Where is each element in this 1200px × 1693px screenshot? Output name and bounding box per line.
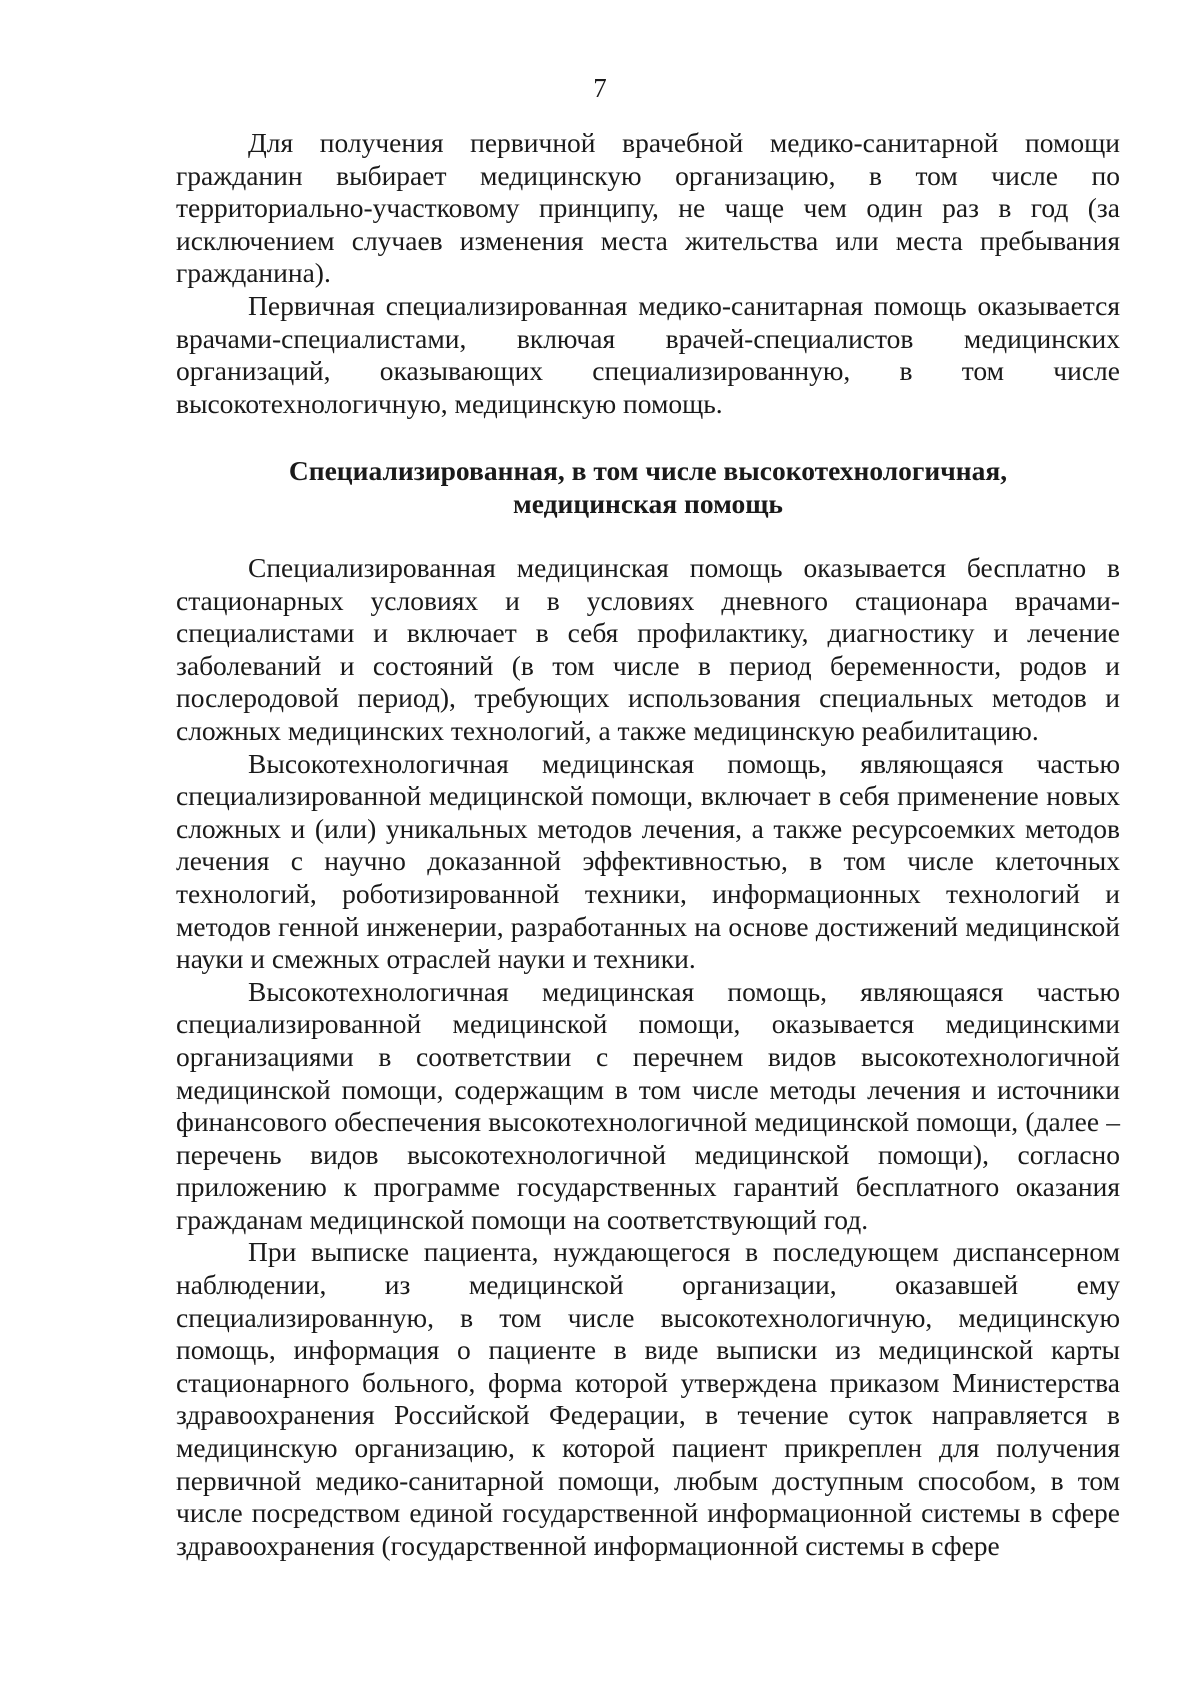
paragraph: Высокотехнологичная медицинская помощь, являющаяся частью специализированной медицинской помощи, оказывается медицинскими организациями в соответствии с перечнем видов высокотехнологичной медицинской помощи, содержащим в том числе методы лечения и источники финансового обеспечения высокотехнологичной медицинской помощи, (далее – перечень видов высокотехнологичной медицинской помощи), согласно приложению к программе государственных гарантий бесплатного оказания гражданам медицинской помощи на соответствующий год.: [176, 975, 1120, 1235]
paragraph: Первичная специализированная медико-санитарная помощь оказывается врачами-специалистами, включая врачей-специалистов медицинских организаций, оказывающих специализированную, в том числе высокотехнологичную, медицинскую помощь.: [176, 289, 1120, 419]
page-number: 7: [593, 73, 607, 103]
paragraph: Высокотехнологичная медицинская помощь, являющаяся частью специализированной медицинской помощи, включает в себя применение новых сложных и (или) уникальных методов лечения, а также ресурсоемких методов лечения с научно доказанной эффективностью, в том числе клеточных технологий, роботизированной техники, информационных технологий и методов генной инженерии, разработанных на основе достижений медицинской науки и смежных отраслей науки и техники.: [176, 747, 1120, 975]
section-heading-line: медицинская помощь: [513, 487, 783, 519]
section-heading: [176, 455, 1120, 520]
intro-text-block: [176, 127, 1120, 420]
paragraph: Для получения первичной врачебной медико-санитарной помощи гражданин выбирает медицинскую организацию, в том числе по территориально-участковому принципу, не чаще чем один раз в год (за исключением случаев изменения места жительства или места пребывания гражданина).: [176, 127, 1120, 289]
section-heading-line: Специализированная, в том числе высокотехнологичная,: [288, 455, 1008, 486]
paragraph: При выписке пациента, нуждающегося в последующем диспансерном наблюдении, из медицинской организации, оказавшей ему специализированную, в том числе высокотехнологичную, медицинскую помощь, информация о пациенте в виде выписки из медицинской карты стационарного больного, форма которой утверждена приказом Министерства здравоохранения Российской Федерации, в течение суток направляется в медицинскую организацию, к которой пациент прикреплен для получения первичной медико-санитарной помощи, любым доступным способом, в том числе посредством единой государственной информационной системы в сфере здравоохранения (государственной информационной системы в сфере: [176, 1236, 1120, 1561]
section-text-block: [176, 552, 1120, 1562]
paragraph: Специализированная медицинская помощь оказывается бесплатно в стационарных условиях и в условиях дневного стационара врачами-специалистами и включает в себя профилактику, диагностику и лечение заболеваний и состояний (в том числе в период беременности, родов и послеродовой период), требующих использования специальных методов и сложных медицинских технологий, а также медицинскую реабилитацию.: [176, 552, 1120, 746]
